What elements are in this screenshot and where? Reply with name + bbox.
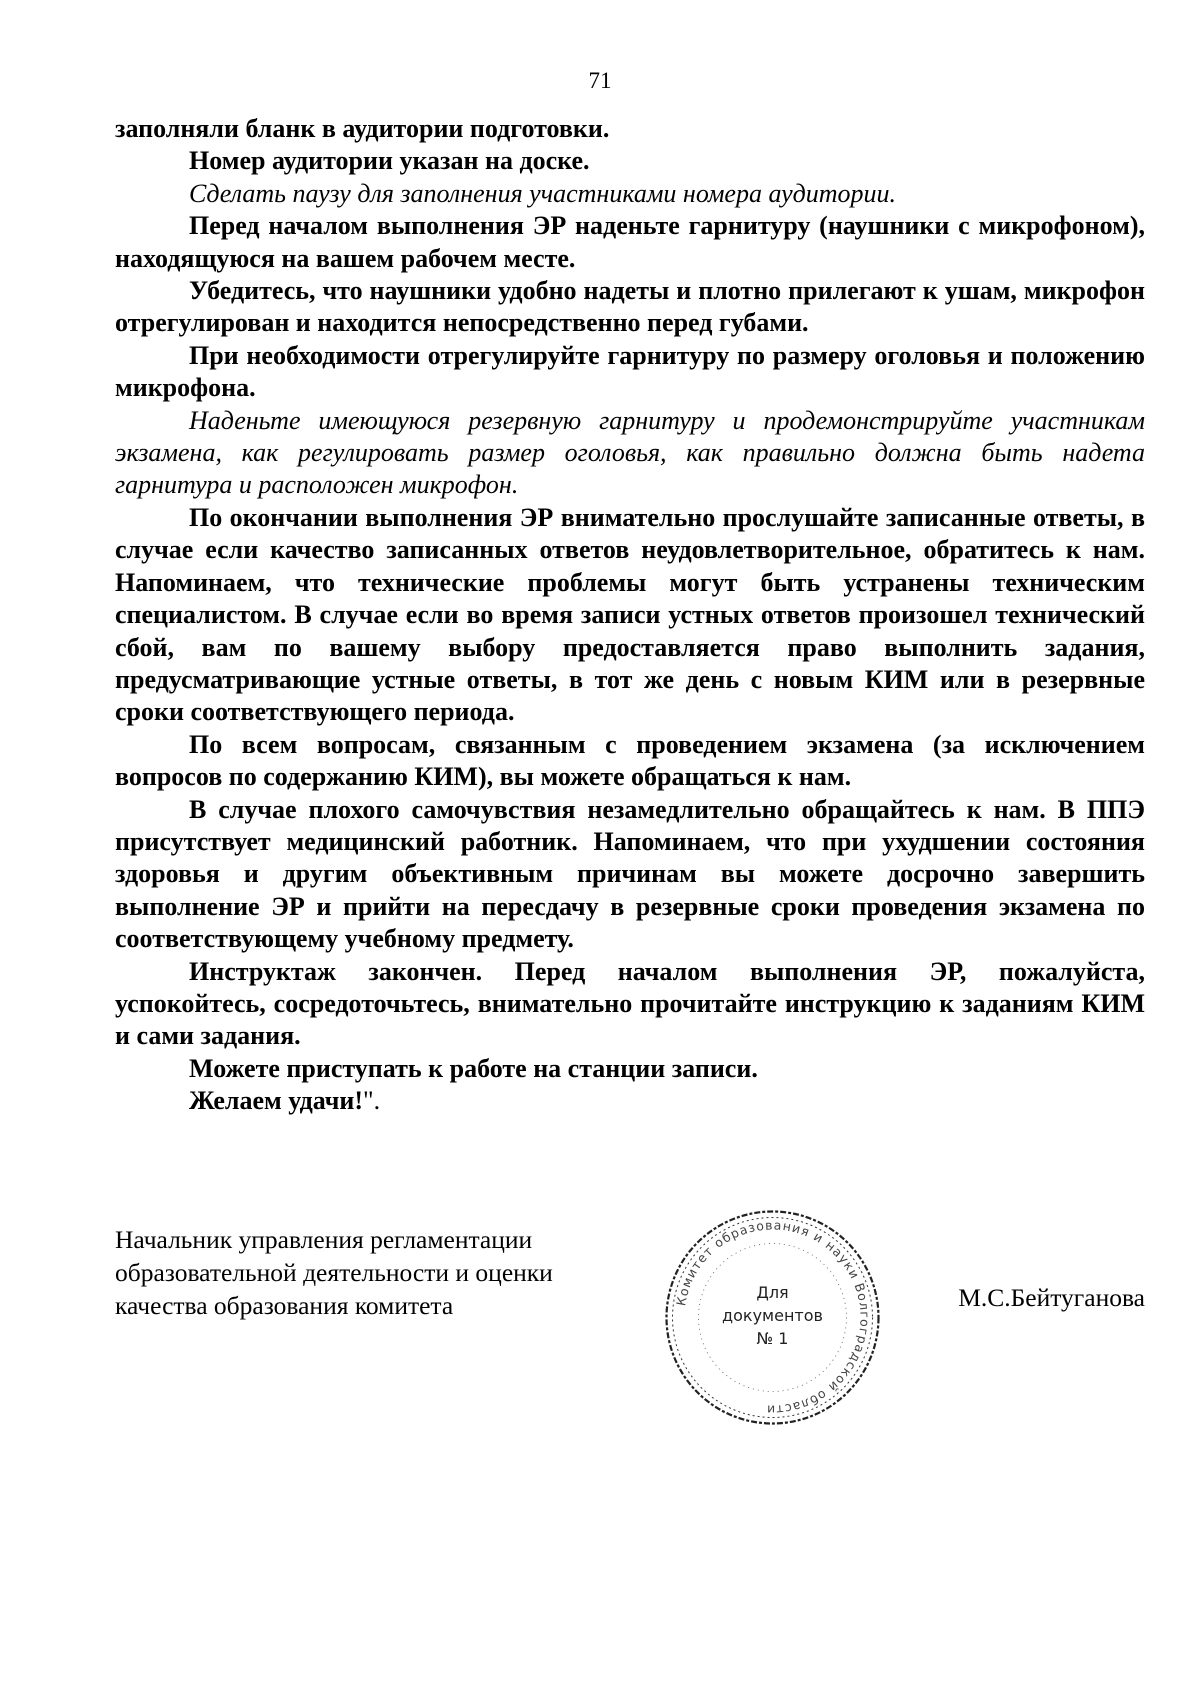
paragraph: При необходимости отрегулируйте гарнитуру по размеру оголовья и положению микрофона. — [115, 340, 1145, 403]
closing-quote: ". — [363, 1086, 381, 1116]
paragraph: Инструктаж закончен. Перед началом выполнения ЭР, пожалуйста, успокойтесь, сосредоточьтесь, внимательно прочитайте инструкцию к заданиям КИМ и сами задания. — [115, 956, 1145, 1051]
paragraph: Номер аудитории указан на доске. — [189, 146, 590, 176]
paragraph: Убедитесь, что наушники удобно надеты и плотно прилегают к ушам, микрофон отрегулирован и находится непосредственно перед губами. — [115, 276, 1145, 338]
instruction-note: Наденьте имеющуюся резервную гарнитуру и продемонстрируйте участникам экзамена, как регулировать размер оголовья, как правильно должна быть надета гарнитура и расположен микрофон. — [115, 405, 1145, 500]
stamp-text: документов — [722, 1306, 823, 1325]
stamp-ring-text: Комитет образования и науки Волгоградской области — [673, 1217, 873, 1418]
closing-wish: Желаем удачи! — [189, 1086, 364, 1116]
paragraph: По всем вопросам, связанным с проведением экзамена (за исключением вопросов по содержанию КИМ), вы можете обращаться к нам. — [115, 729, 1145, 792]
page-number: 71 — [588, 68, 612, 93]
paragraph: заполняли бланк в аудитории подготовки. — [115, 114, 610, 143]
official-stamp — [660, 1205, 885, 1430]
paragraph: Можете приступать к работе на станции записи. — [189, 1053, 758, 1083]
signatory-title — [115, 1223, 635, 1322]
signatory-name: М.С.Бейтуганова — [958, 1283, 1145, 1312]
signatory-title-line: качества образования комитета — [115, 1291, 454, 1320]
paragraph: В случае плохого самочувствия незамедлительно обращайтесь к нам. В ППЭ присутствует медицинский работник. Напоминаем, что при ухудшении состояния здоровья и другим объективным причинам вы можете досрочно завершить выполнение ЭР и прийти на пересдачу в резервные сроки проведения экзамена по соответствующему учебному предмету. — [115, 794, 1145, 954]
signatory-title-line: Начальник управления регламентации — [115, 1225, 533, 1254]
stamp-text: № 1 — [756, 1329, 789, 1348]
paragraph: По окончании выполнения ЭР внимательно прослушайте записанные ответы, в случае если качество записанных ответов неудовлетворительное, обратитесь к нам. Напоминаем, что технические проблемы могут быть устранены техническим специалистом. В случае если во время записи устных ответов произошел технический сбой, вам по вашему выбору предоставляется право выполнить задания, предусматривающие устные ответы, в тот же день с новым КИМ или в резервные сроки соответствующего периода. — [115, 502, 1145, 727]
paragraph: Перед началом выполнения ЭР наденьте гарнитуру (наушники с микрофоном), находящуюся на вашем рабочем месте. — [115, 211, 1145, 273]
instruction-note: Сделать паузу для заполнения участниками номера аудитории. — [189, 178, 897, 208]
document-body — [115, 113, 1145, 1118]
stamp-text: Для — [756, 1283, 789, 1302]
closing-line — [115, 1085, 1145, 1117]
signatory-title-line: образовательной деятельности и оценки — [115, 1258, 553, 1287]
